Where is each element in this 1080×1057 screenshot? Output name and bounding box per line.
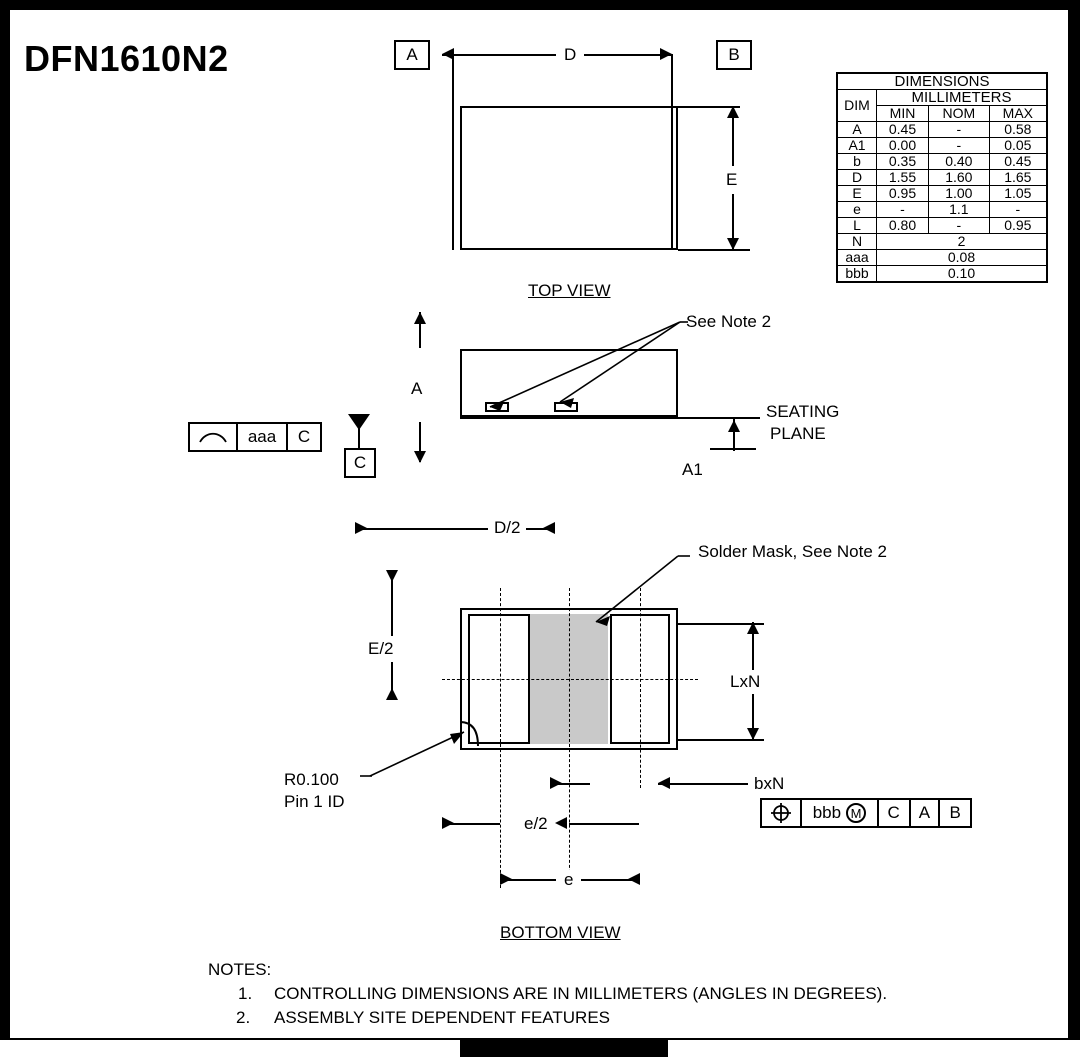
ehalf-pitch-line-right (569, 823, 639, 825)
seating-plane-label-1: SEATING (766, 402, 840, 421)
lxn-label: LxN (730, 670, 760, 694)
datum-a-box: A (394, 40, 430, 70)
top-view-body (460, 106, 678, 250)
table-row: aaa 0.08 (837, 250, 1047, 266)
page-title: DFN1610N2 (24, 38, 229, 79)
drawing-sheet (8, 8, 1070, 1040)
seating-plane-label-2: PLANE (770, 424, 826, 443)
top-view-label: TOP VIEW (528, 281, 611, 300)
datum-c-box: C (344, 448, 376, 478)
a1-ext-line (710, 448, 756, 450)
table-row: E 0.95 1.00 1.05 (837, 186, 1047, 202)
e-pitch-label: e (556, 870, 581, 890)
table-row: A1 0.00 - 0.05 (837, 138, 1047, 154)
d-ext-left (452, 54, 454, 250)
bottom-view-vertical-centerline-mid (569, 588, 570, 888)
solder-mask-label: Solder Mask, See Note 2 (698, 542, 887, 561)
dhalf-label: D/2 (488, 518, 526, 538)
sheet-bottom-strip-left (0, 1040, 460, 1057)
bxn-arrow-left-icon (550, 777, 562, 789)
a-arrow-down-icon (414, 451, 426, 463)
bxn-dim-line-right (658, 783, 748, 785)
note2-label: See Note 2 (686, 312, 772, 331)
position-control-frame (760, 798, 972, 828)
note-2-number: 2. (236, 1008, 251, 1027)
table-row: L 0.80 - 0.95 (837, 218, 1047, 234)
table-col-min: MIN (877, 106, 929, 122)
datum-c-stem (358, 428, 360, 448)
lxn-ext-top (678, 623, 764, 625)
flatness-tolerance: aaa (238, 424, 288, 450)
table-row: A 0.45 - 0.58 (837, 122, 1047, 138)
bottom-view-label: BOTTOM VIEW (500, 923, 621, 942)
a1-arrow-up-icon (728, 420, 740, 432)
ehalf-arrow-top-icon (386, 570, 398, 582)
pin1-leader (360, 720, 480, 790)
sheet-bottom-strip-right (668, 1040, 1080, 1057)
ehalf-pitch-arrow-right-icon (555, 817, 567, 829)
bottom-view-horizontal-centerline (442, 679, 698, 680)
d-label: D (556, 45, 584, 65)
position-datum-c: C (879, 800, 911, 826)
seating-plane-line (460, 417, 760, 419)
table-row: N 2 (837, 234, 1047, 250)
ehalf-arrow-bottom-icon (386, 688, 398, 700)
lxn-ext-bottom (678, 739, 764, 741)
a-arrow-up-icon (414, 312, 426, 324)
table-col-max: MAX (989, 106, 1047, 122)
pin1-radius-label: R0.100 (284, 770, 339, 789)
e-pitch-arrow-right-icon (628, 873, 640, 885)
datum-b-box: B (716, 40, 752, 70)
position-datum-b: B (949, 803, 961, 822)
table-col-dim: DIM (837, 90, 877, 122)
a-side-label: A (411, 379, 423, 398)
mmc-modifier-icon: M (846, 803, 866, 823)
dhalf-arrow-left-icon (355, 522, 367, 534)
dhalf-arrow-right-icon (543, 522, 555, 534)
a1-label: A1 (682, 460, 703, 479)
bxn-arrow-right-icon (658, 777, 670, 789)
notes-heading: NOTES: (208, 960, 272, 979)
position-datum-a: A (911, 800, 941, 826)
flatness-control-frame (188, 422, 322, 452)
e-ext-top (678, 106, 740, 108)
pin1-id-label: Pin 1 ID (284, 792, 345, 811)
ehalf-pitch-label: e/2 (518, 814, 554, 834)
flatness-icon (190, 424, 238, 450)
table-row: bbb 0.10 (837, 266, 1047, 283)
table-units: MILLIMETERS (877, 90, 1048, 106)
dimensions-table (836, 72, 1048, 283)
note-1-text: CONTROLLING DIMENSIONS ARE IN MILLIMETERS (ANGLES IN DEGREES). (274, 984, 888, 1003)
flatness-datum: C (297, 427, 311, 446)
note-2-text: ASSEMBLY SITE DEPENDENT FEATURES (274, 1008, 610, 1027)
table-col-nom: NOM (928, 106, 989, 122)
table-row: e - 1.1 - (837, 202, 1047, 218)
e-ext-bottom (678, 249, 750, 251)
table-title: DIMENSIONS (837, 73, 1047, 90)
e-label: E (726, 166, 737, 194)
e-pitch-arrow-left-icon (500, 873, 512, 885)
bxn-label: bxN (754, 774, 785, 793)
table-row: D 1.55 1.60 1.65 (837, 170, 1047, 186)
ehalf-pitch-arrow-left-icon (442, 817, 454, 829)
bottom-view-vertical-centerline-left (500, 588, 501, 888)
note-1-number: 1. (238, 984, 253, 1003)
ehalf-dim-line (391, 570, 393, 700)
table-row: b 0.35 0.40 0.45 (837, 154, 1047, 170)
position-icon (762, 800, 802, 826)
ehalf-label: E/2 (368, 636, 394, 662)
solder-mask-leader (590, 540, 710, 630)
position-tolerance: bbb M (802, 800, 879, 826)
